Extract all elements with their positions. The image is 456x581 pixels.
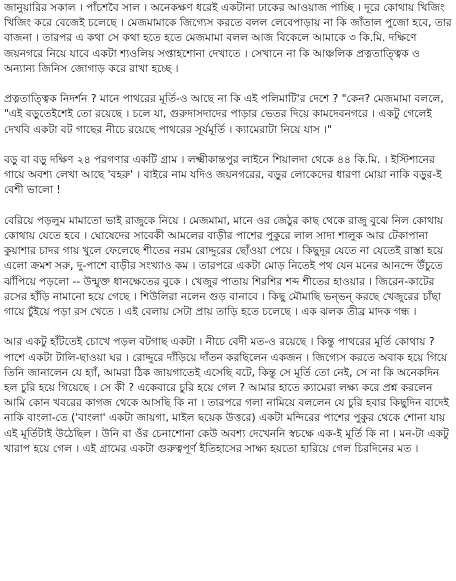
paragraph-baru-village: বড়ু বা বড়ু দক্ষিণ ২৪ পরগণার একটি গ্রাম । লক্ষ্মীকান্তপুর লাইনে শিয়ালদা থেকে ৪৪ কি.মি. । ইস্টিশানের গায়ে অবশ্য লেখা আছে 'বহরু' । বাইরে নাম যদিও জয়নগরের, বড়ুর লোকেদের ধারণা মোয়া নাকি বড়ুর-ই বেশী ভালো !	[4, 154, 442, 197]
paragraph-banyan-tree: আর একটু হাঁটতেই চোখে পড়ল বটগাছ একটা । নীচে বেদী মত-ও রয়েছে । কিন্তু পাথরের মূর্তি কোথায় ? পাশে একটা টালি-ছাওয়া ঘর । রোদ্দুরে দাঁড়িয়ে দাঁতন করছিলেন একজন । জিগ্যেস করতে অবাক হয়ে গিয়ে তিনি জানালেন যে হ্যাঁ, আমরা ঠিক জায়গাতেই এসেছি বটে, কিন্তু সে মূর্তি তো নেই, সে না কি অনেকদিন হল চুরি হয়ে গিয়েছে । সে কী ? একেবারে চুরি হয়ে গেল ? আমার হাতে ক্যামেরা লক্ষ্য করে প্রশ্ন করলেন আমি কোন খবরের কাগজ থেকে আসছি কি না । তারপরে গলা নামিয়ে বললেন যে চুরি হবার কিছুদিন বাদেই নাকি বাংলা-তে ('বাংলা' একটা জায়গা, মাইল ছয়েক উত্তরে) একটা মন্দিরের পাশের পুকুর থেকে শোনা যায় এই মূর্তিটাই উঠেছিল । উনি বা ওঁর চেনাশোনা কেউ অবশ্য দেখেননি স্বচক্ষে এক-ই মূর্তি কি না । মন-টা একটু খারাপ হয়ে গেল । এই গ্রামের একটা গুরুত্বপূর্ণ ইতিহাসের সাক্ষ্য হয়তো হারিয়ে গেল চিরদিনের মত ।	[4, 336, 450, 455]
paragraph-walk-with-raju: বেরিয়ে পড়লুম মামাতো ভাই রাজুকে নিয়ে । মেজমামা, মানে ওর জেঠুর কাছ থেকে রাজু বুঝে নিল কোথায় কোথায় যেতে হবে । ঘোষেদের সাবেকী আমলের বাড়ীর পাশের পুকুরে লাল সাদা শালুক আর টেকাপানা কুয়াশার চাদর গায় খুলে ফেলেছে শীতের নরম রোদ্দুরের ছোঁওয়া পেয়ে । কিছুদূর যেতে না যেতেই রাস্তা হয়ে এলো ক্রমশ সরু, দু-পাশে বাড়ীর সংখ্যাও কম । তারপরে একটা মোড় নিতেই পথ যেন মনের আনন্দে উঁচুতে ঝাঁপিয়ে পড়লো -- উন্মুক্ত ধানক্ষেতের বুকে । খেজুর পাতায় শিরশির শব্দ শীতের হাওয়ার । জিরেন-কাটের রসের হাঁড়ি নামানো হয়ে গেছে । শিউলিরা নলেন গুড় বানাবে । কিছু মৌমাছি ভন্ভন্ করছে খেজুরের চাঁছা গায়ে চুঁইয়ে পড়া রস খেতে । এই বেলায় সেটা প্রায় তাড়ি হতে চলেছে । এক ঝলক তীব্র মাদক গন্ধ ।	[4, 214, 444, 319]
paragraph-january-morning: জানুয়ারির সকাল । পাঁচশবৈ সাল । অনেকক্ষণ ধরেই একটানা ঢাকের আওয়াজ পাচ্ছি । দূরে কোথায় খিজিং খিজিং করে বেজেই চলেছে । মেজমামাকে জিগ্যেস করতে বলল লেবেপাড়ায় না কি জাঁতাল পুজো হবে, তার বাজনা । তারপর এ কথা সে কথা হতে হতে মেজমামা বলল আজ বিকেলে আমাকে ৩ কি.মি. দক্ষিণে জয়নগরে নিয়ে যাবে একটা শ্যওলিয় সপ্তাহশোনা দেখাতে । সেখানে না কি আঞ্চলিক প্রত্নতাত্ত্বিক ও অন্যান্য জিনিস জোগাড় করে রাখা হচ্ছে ।	[4, 2, 452, 75]
paragraph-archaeological-question: প্রত্নতাত্ত্বিক নিদর্শন ? মানে পাথরের মূর্তি-ও আছে না কি এই পলিমাটি'র দেশে ? "কেন? মেজমামা বললে, "এই বড়ুতেইশেই তো রয়েছে । চলে যা, গুরুদাসদাদের পাড়ার ভেতর দিয়ে কামদেবনগরে । একটু গেলেই দেখবি একটা বট গাছের নীচে রয়েছে পাথরের সূর্যমূর্তি । ক্যামেরাটা নিয়ে যাস ।"	[4, 93, 444, 136]
